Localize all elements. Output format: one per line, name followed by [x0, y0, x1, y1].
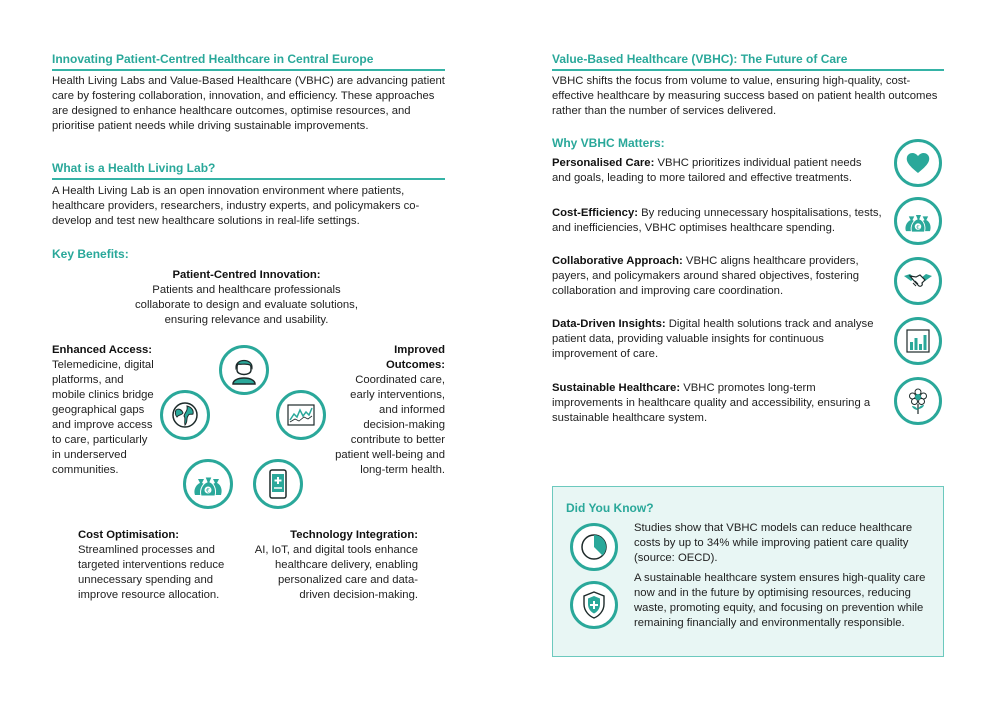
chart-icon — [276, 390, 326, 440]
smartphone-icon — [253, 459, 303, 509]
why-item-text: Digital health solutions track and analyse patient data, providing valuable insights for continuous improvement of care. — [552, 318, 874, 360]
benefit-tech-title: Technology Integration: — [290, 529, 418, 541]
vbhc-title-rule — [552, 52, 944, 71]
money-bags-icon — [894, 197, 942, 245]
benefit-access-title: Enhanced Access: — [52, 344, 153, 356]
why-item-title: Collaborative Approach: — [552, 255, 683, 267]
why-item-title: Sustainable Healthcare: — [552, 382, 681, 394]
intro-title-rule — [52, 52, 445, 71]
why-item-title: Cost-Efficiency: — [552, 207, 638, 219]
svg-text:€: € — [206, 487, 210, 495]
benefit-outcomes-text: Coordinated care, early interventions, and informed decision-making contribute to better patient well-being and long-term health. — [335, 374, 445, 476]
benefit-access-text: Telemedicine, digital platforms, and mobile clinics bridge geographical gaps and improve access to care, particularly in underserved communities. — [52, 359, 154, 476]
money-bags-icon — [183, 459, 233, 509]
shield-icon — [570, 581, 618, 629]
why-item — [552, 156, 882, 186]
why-item — [552, 206, 882, 236]
why-item-text: VBHC prioritizes individual patient needs and goals, leading to more tailored and effective treatments. — [552, 157, 862, 184]
vbhc-title: Value-Based Healthcare (VBHC): The Future of Care — [552, 52, 848, 66]
svg-text:€: € — [916, 224, 920, 231]
why-item — [552, 381, 882, 426]
fact-1: Studies show that VBHC models can reduce healthcare costs by up to 34% while improving patient care quality (source: OECD). — [634, 522, 913, 564]
benefit-outcomes-title: Improved Outcomes: — [385, 344, 445, 371]
hll-title-rule — [52, 161, 445, 180]
benefit-tech-text: AI, IoT, and digital tools enhance healthcare delivery, enabling personalized care and data-driven decision-making. — [254, 544, 418, 601]
why-item-text: VBHC aligns healthcare providers, payers, and policymakers around shared objectives, fostering collaboration and improving care coordination. — [552, 255, 860, 297]
globe-icon — [160, 390, 210, 440]
benefit-patient-title: Patient-Centred Innovation: — [172, 269, 321, 281]
why-item-title: Personalised Care: — [552, 157, 655, 169]
intro-text: Health Living Labs and Value-Based Healthcare (VBHC) are advancing patient care by fostering collaboration, innovation, and efficiency. These approaches are designed to enhance healthcare outcomes, optimise resources, and prioritise patient needs while driving sustainable improvements. — [52, 75, 445, 132]
benefit-cost-text: Streamlined processes and targeted interventions reduce unnecessary spending and improve resource allocation. — [78, 544, 225, 601]
benefit-cost-title: Cost Optimisation: — [78, 529, 180, 541]
flower-icon — [894, 377, 942, 425]
vbhc-text: VBHC shifts the focus from volume to value, ensuring high-quality, cost-effective healthcare by measuring success based on patient health outcomes rather than the number of services delivered. — [552, 75, 938, 117]
benefit-patient — [128, 268, 365, 328]
benefit-tech — [252, 528, 418, 603]
why-vbhc-title: Why VBHC Matters: — [552, 136, 665, 150]
benefit-cost — [78, 528, 240, 603]
why-item-title: Data-Driven Insights: — [552, 318, 666, 330]
benefit-outcomes — [334, 343, 445, 478]
key-benefits-title: Key Benefits: — [52, 247, 129, 261]
bar-chart-icon — [894, 317, 942, 365]
hll-text: A Health Living Lab is an open innovation environment where patients, healthcare providers, researchers, industry experts, and policymakers co-develop and test new healthcare solutions in real-life settings. — [52, 185, 420, 227]
why-item-text: By reducing unnecessary hospitalisations, tests, and inefficiencies, VBHC optimises healthcare spending. — [552, 207, 882, 234]
did-you-know-title: Did You Know? — [566, 501, 654, 515]
did-you-know-box — [552, 486, 944, 657]
why-item — [552, 254, 882, 299]
why-item-text: VBHC promotes long-term improvements in healthcare quality and accessibility, ensuring a sustainable healthcare system. — [552, 382, 871, 424]
pie-chart-icon — [570, 523, 618, 571]
intro-title: Innovating Patient-Centred Healthcare in Central Europe — [52, 52, 374, 66]
benefit-access — [52, 343, 154, 478]
hll-title: What is a Health Living Lab? — [52, 161, 216, 175]
heart-icon — [894, 139, 942, 187]
patient-icon — [219, 345, 269, 395]
why-item — [552, 317, 882, 362]
fact-2: A sustainable healthcare system ensures high-quality care now and in the future by optimising resources, reducing waste, promoting equity, and focusing on prevention while remaining financially and environmentally responsible. — [634, 572, 926, 629]
benefit-patient-text: Patients and healthcare professionals collaborate to design and evaluate solutions, ensuring relevance and usability. — [135, 284, 358, 326]
handshake-icon — [894, 257, 942, 305]
